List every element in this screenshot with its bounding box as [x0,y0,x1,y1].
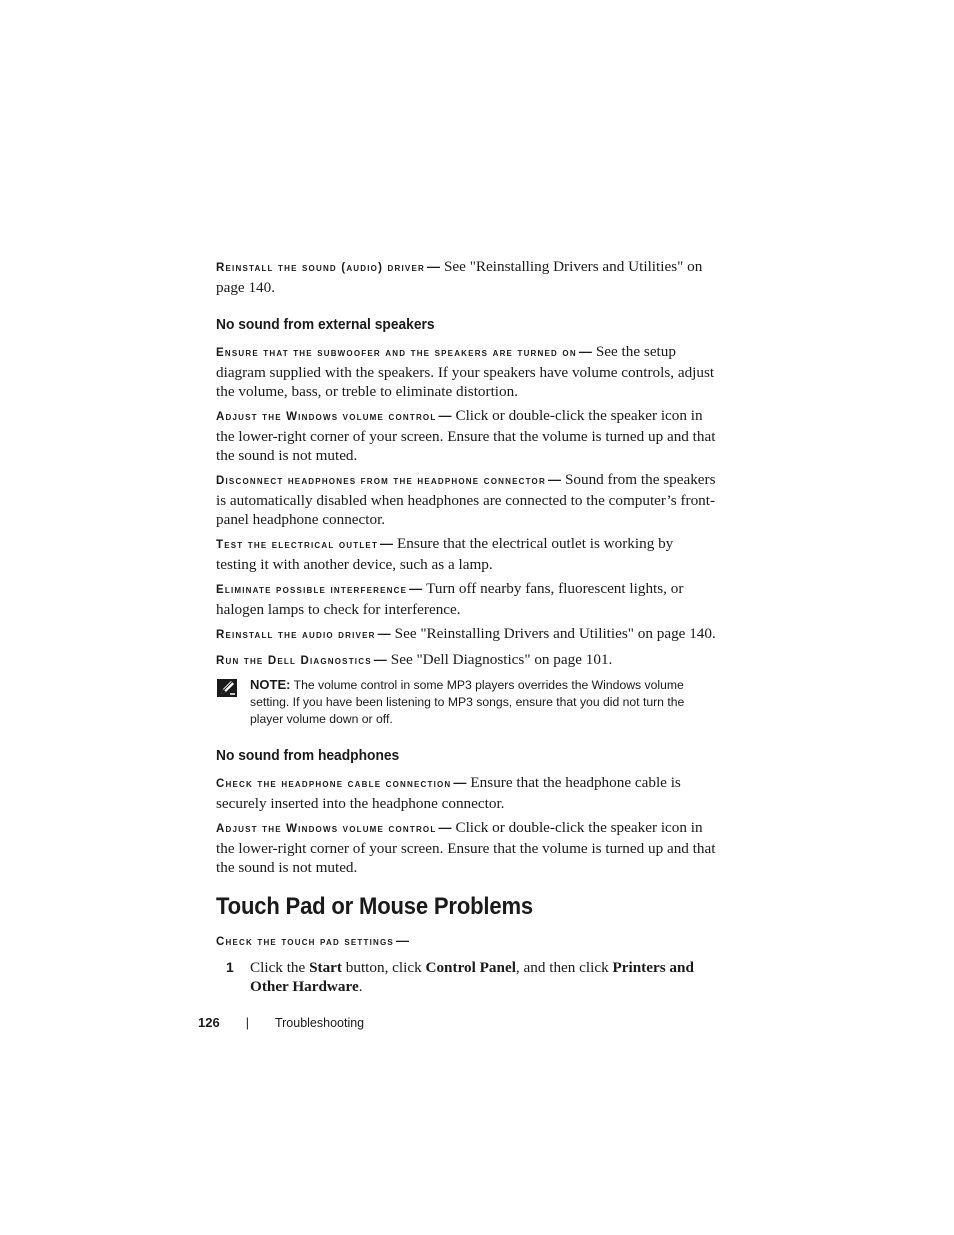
entry-lead: Adjust the Windows volume control [216,823,437,835]
troubleshooting-entry [216,624,716,645]
page-number: 126 [198,1015,220,1030]
section-heading-external-speakers: No sound from external speakers [216,316,435,333]
troubleshooting-entry [216,534,716,574]
entry-text: See "Reinstalling Drivers and Utilities" on page 140. [216,258,703,296]
em-dash: — [438,408,452,423]
ui-term-printers-hardware: Printers and Other Hardware [250,959,694,995]
entry-lead: Check the headphone cable connection [216,778,452,790]
em-dash: — [547,472,561,487]
note-pencil-icon [216,676,250,728]
entry-lead: Disconnect headphones from the headphone connector [216,475,546,487]
em-dash: — [395,933,409,948]
troubleshooting-entry [216,342,716,401]
section-heading-headphones: No sound from headphones [216,747,400,764]
step-text-part: Click the [250,959,310,976]
entry-text: See "Reinstalling Drivers and Utilities" on page 140. [394,625,716,642]
entry-text: See "Dell Diagnostics" on page 101. [390,651,613,668]
entry-text: Ensure that the electrical outlet is working by testing it with another device, such as a lamp. [216,535,674,573]
section-heading-touchpad: Touch Pad or Mouse Problems [216,893,533,920]
step-text-part: , and then click [515,959,613,976]
entry-lead: Adjust the Windows volume control [216,411,437,423]
entry-lead: Reinstall the sound (audio) driver [216,262,425,274]
note-text-block [250,676,716,728]
ui-term-start: Start [309,959,342,976]
em-dash: — [438,820,452,835]
entry-lead: Eliminate possible interference [216,584,408,596]
ui-term-control-panel: Control Panel [425,959,516,976]
entry-lead: Test the electrical outlet [216,539,379,551]
entry-lead: Run the Dell Diagnostics [216,655,372,667]
em-dash: — [409,581,423,596]
em-dash: — [578,344,592,359]
entry-text: Click or double-click the speaker icon in the lower-right corner of your screen. Ensure that the volume is turned up and that the sound is not muted. [216,407,716,464]
note-box [216,676,716,728]
step-text-part: . [358,978,363,995]
troubleshooting-entry [216,406,716,465]
note-text: The volume control in some MP3 players overrides the Windows volume setting. If you have been listening to MP3 songs, ensure that you did not turn the player volume down or off. [250,678,685,726]
page-footer [198,1015,364,1030]
troubleshooting-entry [216,773,716,813]
step-number: 1 [226,959,234,975]
em-dash: — [453,775,467,790]
entry-text: Ensure that the headphone cable is securely inserted into the headphone connector. [216,774,681,812]
entry-text: Click or double-click the speaker icon in the lower-right corner of your screen. Ensure that the volume is turned up and that the sound is not muted. [216,819,716,876]
troubleshooting-entry [216,931,716,952]
em-dash: — [377,626,391,641]
footer-separator: | [245,1016,249,1030]
note-label: NOTE: [250,677,291,692]
em-dash: — [380,536,394,551]
em-dash: — [373,652,387,667]
step-text-part: button, click [341,959,426,976]
entry-lead: Ensure that the subwoofer and the speakers are turned on [216,347,577,359]
entry-text: Turn off nearby fans, fluorescent lights, or halogen lamps to check for interference. [216,580,684,618]
troubleshooting-entry [216,818,716,877]
entry-lead: Check the touch pad settings [216,936,394,948]
troubleshooting-entry [216,257,716,297]
page-content [216,257,716,996]
em-dash: — [426,259,440,274]
step-text [250,958,716,996]
entry-text: See the setup diagram supplied with the speakers. If your speakers have volume controls, adjust the volume, bass, or treble to eliminate distortion. [216,343,715,400]
troubleshooting-entry [216,470,716,529]
troubleshooting-entry [216,650,716,671]
numbered-step [216,958,716,996]
entry-lead: Reinstall the audio driver [216,629,376,641]
entry-text: Sound from the speakers is automatically disabled when headphones are connected to the computer’s front-panel headphone connector. [216,471,716,528]
chapter-name: Troubleshooting [274,1016,365,1030]
troubleshooting-entry [216,579,716,619]
